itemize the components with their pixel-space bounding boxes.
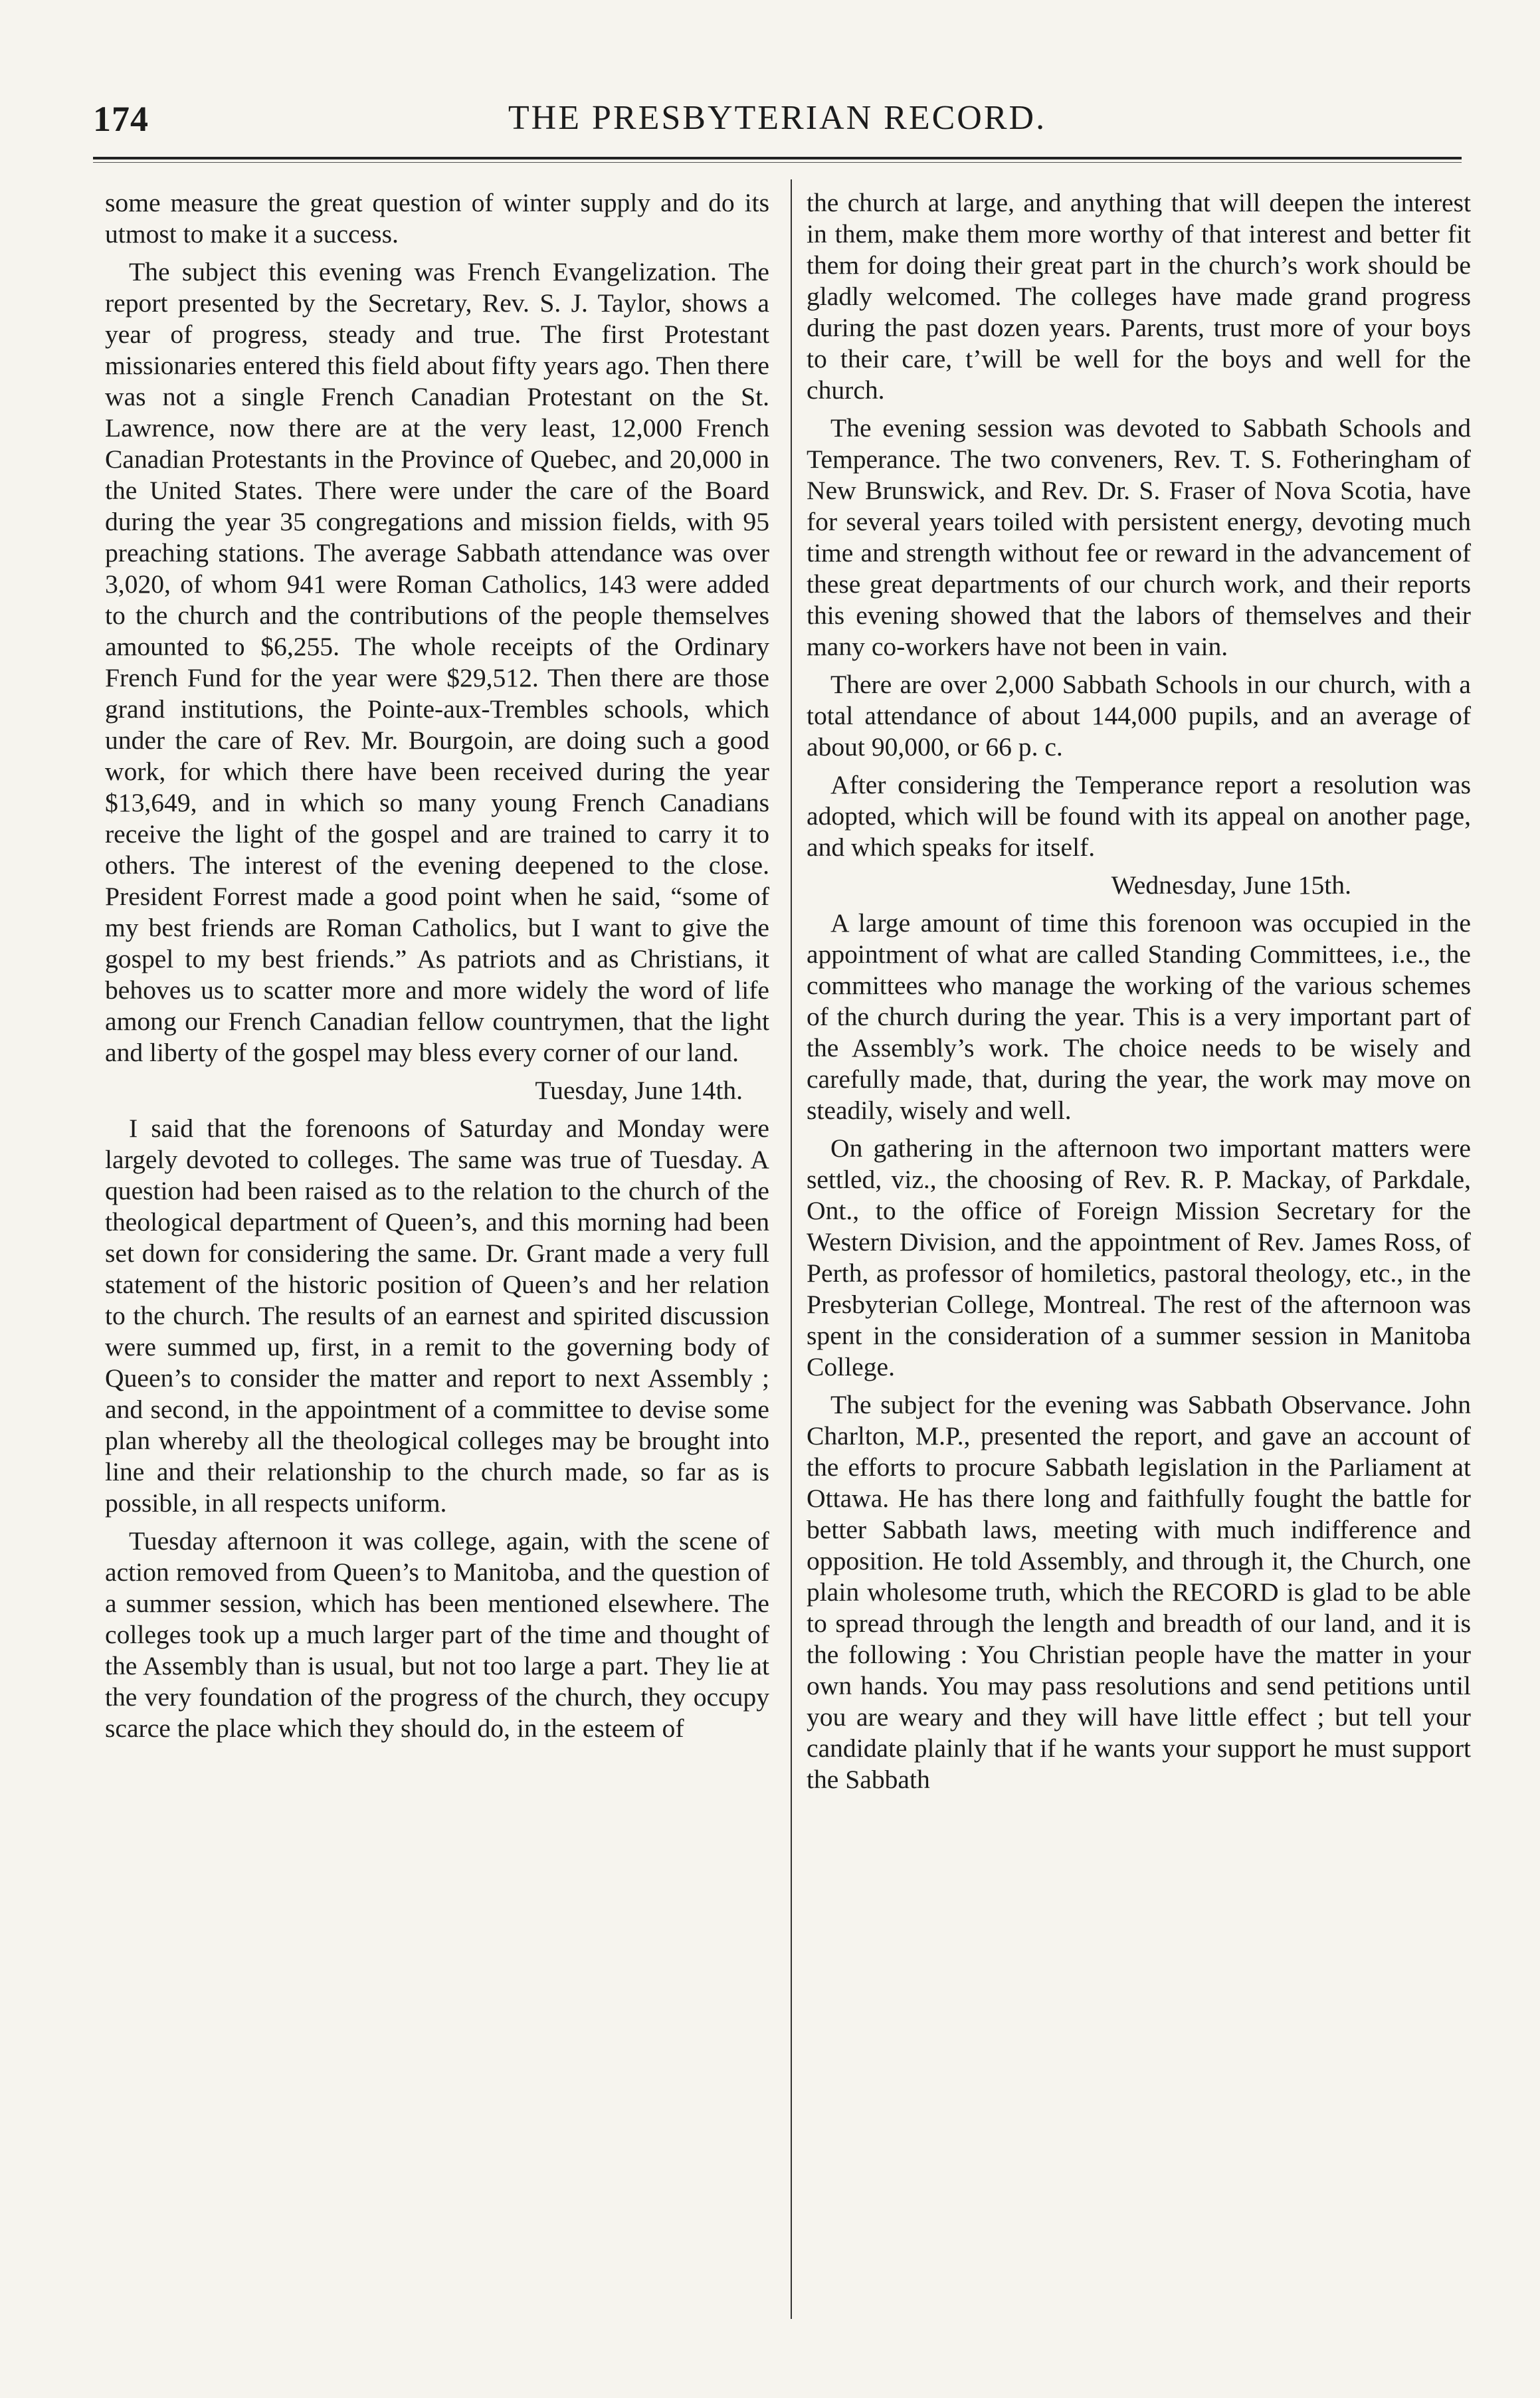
column-divider	[791, 179, 792, 2319]
paragraph: the church at large, and anything that will deepen the interest in them, make them more worthy of that interest and better fit them for doing their great part in the church’s work should be gladly welcomed. The colleges have made grand progress during the past dozen years. Parents, trust more of your boys to their care, t’will be well for the boys and well for the church.	[807, 188, 1471, 405]
paragraph: I said that the forenoons of Saturday and Monday were largely devoted to colleges. The same was true of Tuesday. A question had been raised as to the relation to the church of the theological department of Queen’s, and this morning had been set down for considering the same. Dr. Grant made a very full statement of the historic position of Queen’s and her relation to the church. The results of an earnest and spirited discussion were summed up, first, in a remit to the governing body of Queen’s to consider the matter and report to next Assembly ; and second, in the appointment of a committee to devise some plan whereby all the theological colleges may be brought into line and their relationship to the church made, so far as is possible, in all respects uniform.	[105, 1114, 769, 1518]
paragraph: The subject for the evening was Sabbath Observance. John Charlton, M.P., presented the report, and gave an account of the efforts to procure Sabbath legislation in the Parliament at Ottawa. He has there long and faithfully fought the battle for better Sabbath laws, meeting with much indifference and opposition. He told Assembly, and through it, the Church, one plain wholesome truth, which the RECORD is glad to be able to spread through the length and breadth of our land, and it is the following : You Christian people have the matter in your own hands. You may pass resolutions and send petitions until you are weary and they will have little effect ; but tell your candidate plainly that if he wants your support he must support the Sabbath	[807, 1390, 1471, 1794]
paragraph: some measure the great question of winter supply and do its utmost to make it a success.	[105, 188, 769, 249]
dateline: Wednesday, June 15th.	[1111, 870, 1351, 900]
paragraph: On gathering in the afternoon two important matters were settled, viz., the choosing of Rev. R. P. Mackay, of Parkdale, Ont., to the office of Foreign Mission Secretary for the Western Division, and the appointment of Rev. James Ross, of Perth, as professor of homiletics, pastoral theology, etc., in the Presbyterian College, Montreal. The rest of the afternoon was spent in the consideration of a summer session in Manitoba College.	[807, 1134, 1471, 1381]
paragraph: Tuesday afternoon it was college, again, with the scene of action removed from Queen’s to Manitoba, and the question of a summer session, which has been mentioned elsewhere. The colleges took up a much larger part of the time and thought of the Assembly than is usual, but not too large a part. They lie at the very foundation of the progress of the church, they occupy scarce the place which they should do, in the esteem of	[105, 1526, 769, 1743]
page-header	[93, 98, 1462, 151]
header-rule	[93, 157, 1462, 159]
dateline: Tuesday, June 14th.	[535, 1076, 743, 1105]
paragraph: There are over 2,000 Sabbath Schools in our church, with a total attendance of about 144,000 pupils, and an average of about 90,000, or 66 p. c.	[807, 670, 1471, 761]
page-number: 174	[93, 99, 149, 139]
header-rule-thin	[93, 162, 1462, 163]
running-title: THE PRESBYTERIAN RECORD.	[508, 99, 1047, 137]
paragraph: The subject this evening was French Evangelization. The report presented by the Secretary, Rev. S. J. Taylor, shows a year of progress, steady and true. The first Protestant missionaries entered this field about fifty years ago. Then there was not a single French Canadian Protestant on the St. Lawrence, now there are at the very least, 12,000 French Canadian Protestants in the Province of Quebec, and 20,000 in the United States. There were under the care of the Board during the year 35 congregations and mission fields, with 95 preaching stations. The average Sabbath attendance was over 3,020, of whom 941 were Roman Catholics, 143 were added to the church and the contributions of the people themselves amounted to $6,255. The whole receipts of the Ordinary French Fund for the year were $29,512. Then there are those grand institutions, the Pointe-aux-Trembles schools, which under the care of Rev. Mr. Bourgoin, are doing such a good work, for which there have been received during the year $13,649, and in which so many young French Canadians receive the light of the gospel and are trained to carry it to others. The interest of the evening deepened to the close. President Forrest made a good point when he said, “some of my best friends are Roman Catholics, but I want to give the gospel to my best friends.” As patriots and as Christians, it behoves us to scatter more and more widely the word of life among our French Canadian fellow countrymen, that the light and liberty of the gospel may bless every corner of our land.	[105, 257, 769, 1067]
left-column	[105, 187, 769, 1751]
paragraph: After considering the Temperance report a resolution was adopted, which will be found with its appeal on another page, and which speaks for itself.	[807, 770, 1471, 862]
paragraph: A large amount of time this forenoon was occupied in the appointment of what are called Standing Committees, i.e., the committees who manage the working of the various schemes of the church during the year. This is a very important part of the Assembly’s work. The choice needs to be wisely and carefully made, that, during the year, the work may move on steadily, wisely and well.	[807, 908, 1471, 1125]
paragraph: The evening session was devoted to Sabbath Schools and Temperance. The two conveners, Rev. T. S. Fotheringham of New Brunswick, and Rev. Dr. S. Fraser of Nova Scotia, have for several years toiled with persistent energy, devoting much time and strength without fee or reward in the advancement of these great departments of our church work, and their reports this evening showed that the labors of themselves and their many co-workers have not been in vain.	[807, 413, 1471, 661]
right-column	[807, 187, 1471, 1802]
